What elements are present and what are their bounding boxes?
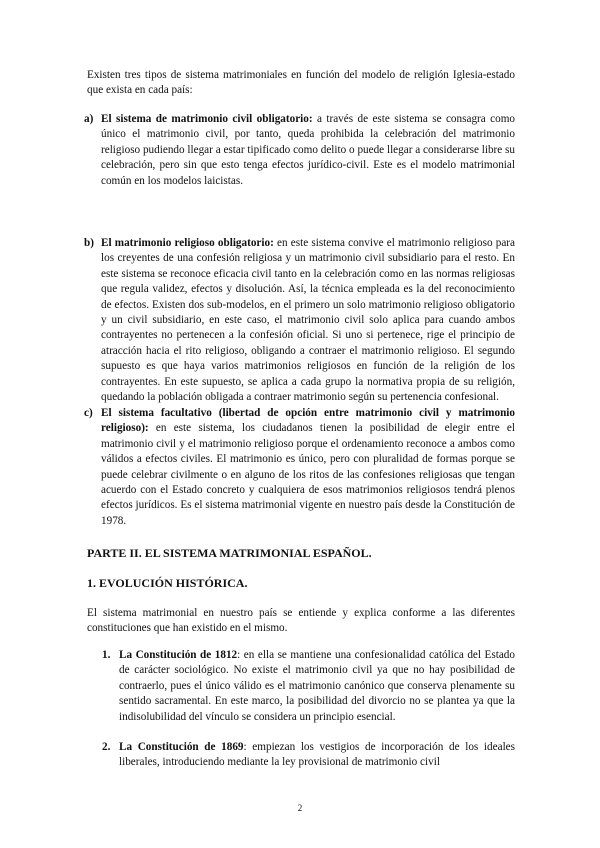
system-item-a xyxy=(84,112,515,189)
item-text: : empiezan los vestigios de incorporación de los ideales liberales, introduciendo mediante la ley provisional de matrimonio civil xyxy=(119,741,515,769)
item-title: El sistema facultativo (libertad de opción entre matrimonio civil y matrimonio religioso): xyxy=(101,407,515,435)
item-marker: b) xyxy=(84,237,94,249)
item-text: : en ella se mantiene una confesionalidad católica del Estado de carácter sociológico. No existe el matrimonio civil ya que no hay posibilidad de contraerlo, pues el único válido es el matrimonio canónico que conserva plenamente su sentido sacramental. En este marco, la posibilidad del divorcio no se plantea ya que la indisolubilidad del vínculo se considera un principio esencial. xyxy=(119,649,515,723)
part-heading: PARTE II. EL SISTEMA MATRIMONIAL ESPAÑOL. xyxy=(87,546,372,560)
item-title: El sistema de matrimonio civil obligatorio: xyxy=(101,113,313,125)
item-text: en este sistema convive el matrimonio religioso para los creyentes de una confesión religiosa y un matrimonio civil subsidiario para el resto. En este sistema se reconoce eficacia civil tanto en la celebración como en las normas religiosas que regula validez, efectos y disolución. Así, la técnica empleada es la del reconocimiento de efectos. Existen dos sub-modelos, en el primero un solo matrimonio religioso obligatorio y un civil subsidiario, en este caso, el matrimonio civil solo aplica para cuando ambos contrayentes no pertenecen a la confesión oficial. Si uno si pertenece, rige el principio de atracción hacia el rito religioso, obligando a contraer el matrimonio religioso. El segundo supuesto es que haya varios matrimonios religiosos en función de la religión de los contrayentes. En este supuesto, se aplica a cada grupo la normativa propia de su religión, quedando la población obligada a contraer matrimonio según su pertenencia confesional. xyxy=(101,237,515,404)
item-marker: 1. xyxy=(102,649,111,661)
item-marker: a) xyxy=(84,113,94,125)
item-text: a través de este sistema se consagra como único el matrimonio civil, por tanto, queda prohibida la celebración del matrimonio religioso pudiendo llegar a estar tipificado como delito o puede llegar a considerarse libre su celebración, pero sin que esto tenga efectos jurídico-civil. Este es el modelo matrimonial común en los modelos laicistas. xyxy=(101,113,515,187)
item-title: La Constitución de 1869 xyxy=(119,741,244,753)
item-title: La Constitución de 1812 xyxy=(119,649,238,661)
item-text: en este sistema, los ciudadanos tienen la posibilidad de elegir entre el matrimonio civil y el matrimonio religioso porque el ordenamiento reconoce a ambos como válidos a efectos civiles. El matrimonio es único, pero con pluralidad de formas porque se puede celebrar civilmente o en alguno de los ritos de las confesiones religiosas que tengan acuerdo con el Estado concreto y cualquiera de esos matrimonios religiosos tendrá plenos efectos jurídicos. Es el sistema matrimonial vigente en nuestro país desde la Constitución de 1978. xyxy=(101,422,515,527)
page-number: 2 xyxy=(297,803,303,813)
constitution-item-1812 xyxy=(102,648,515,725)
constitution-item-1869 xyxy=(102,740,515,771)
item-marker: 2. xyxy=(102,741,111,753)
system-item-c xyxy=(84,406,515,529)
system-item-b xyxy=(84,236,515,405)
history-intro-paragraph: El sistema matrimonial en nuestro país se entiende y explica conforme a las diferentes constituciones que han existido en el mismo. xyxy=(87,607,515,635)
item-title: El matrimonio religioso obligatorio: xyxy=(101,237,274,249)
section-heading: 1. EVOLUCIÓN HISTÓRICA. xyxy=(87,576,248,590)
item-marker: c) xyxy=(84,407,93,419)
intro-paragraph: Existen tres tipos de sistema matrimoniales en función del modelo de religión Iglesia-estado que exista en cada país: xyxy=(87,69,515,97)
